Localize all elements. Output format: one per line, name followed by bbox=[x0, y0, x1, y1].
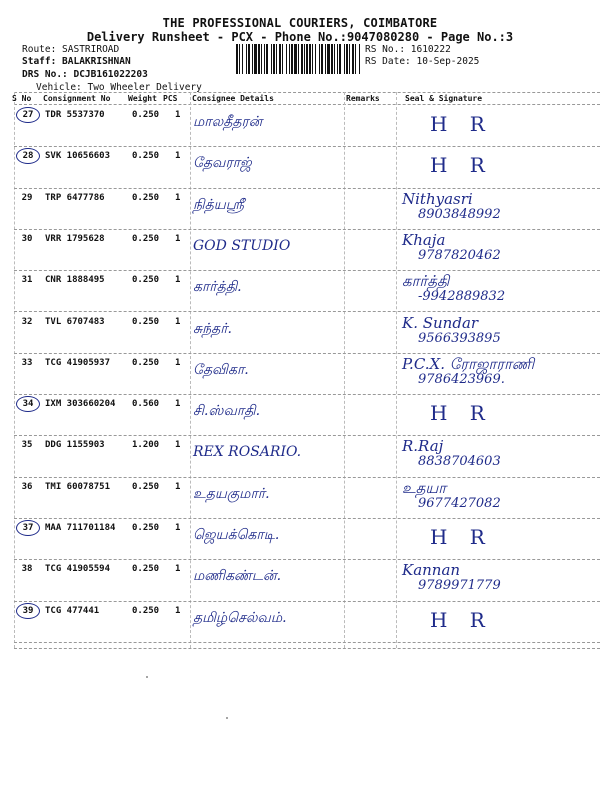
table-bottom-rule bbox=[14, 648, 600, 649]
serial-number: 37 bbox=[16, 520, 40, 536]
serial-number: 31 bbox=[21, 275, 33, 286]
consignee-name-handwritten: GOD STUDIO bbox=[193, 237, 291, 254]
consignee-name-handwritten: REX ROSARIO. bbox=[193, 444, 302, 461]
pieces-count: 1 bbox=[175, 481, 181, 492]
row-divider bbox=[14, 642, 600, 643]
consignment-number: TRP 6477786 bbox=[45, 192, 105, 203]
weight-value: 0.250 bbox=[132, 275, 160, 286]
handwritten-phone: 9566393895 bbox=[418, 330, 501, 346]
consignee-name-handwritten: தேவிகா. bbox=[193, 361, 249, 378]
handwritten-signature: Kannan bbox=[402, 561, 461, 580]
consignee-name-handwritten: மாலதீதரன் bbox=[193, 114, 263, 130]
consignee-name-handwritten: உதயகுமார். bbox=[193, 485, 270, 502]
table-row bbox=[0, 478, 600, 519]
weight-value: 0.250 bbox=[132, 357, 160, 368]
table-row bbox=[0, 395, 600, 436]
consignment-number: TMI 60078751 bbox=[45, 481, 111, 492]
rs-date: RS Date: 10-Sep-2025 bbox=[365, 56, 480, 67]
table-row bbox=[0, 230, 600, 271]
scan-speck bbox=[226, 717, 228, 719]
pieces-count: 1 bbox=[175, 523, 181, 533]
handwritten-signature: H R bbox=[430, 525, 493, 549]
vehicle-label: Vehicle: Two Wheeler Delivery bbox=[36, 82, 202, 93]
table-row bbox=[0, 147, 600, 188]
route-label: Route: SASTRIROAD bbox=[22, 44, 120, 55]
serial-number: 30 bbox=[21, 233, 33, 244]
handwritten-phone: 9787820462 bbox=[418, 247, 501, 263]
pieces-count: 1 bbox=[175, 233, 181, 244]
table-row bbox=[0, 106, 600, 147]
col-header-sno: S No bbox=[12, 94, 32, 103]
consignee-name-handwritten: மணிகண்டன். bbox=[193, 568, 282, 585]
handwritten-phone: 9786423969. bbox=[418, 371, 505, 387]
weight-value: 0.250 bbox=[132, 523, 160, 533]
consignee-name-handwritten: சி.ஸ்வாதி. bbox=[193, 403, 261, 420]
document-subtitle: Delivery Runsheet - PCX - Phone No.:9047080280 - Page No.:3 bbox=[86, 30, 514, 44]
pieces-count: 1 bbox=[175, 275, 181, 286]
scan-speck bbox=[146, 676, 148, 678]
col-header-remarks: Remarks bbox=[346, 94, 380, 103]
table-row bbox=[0, 560, 600, 601]
weight-value: 0.560 bbox=[132, 399, 160, 410]
table-row bbox=[0, 519, 600, 560]
weight-value: 0.250 bbox=[132, 481, 160, 492]
pieces-count: 1 bbox=[175, 357, 181, 368]
staff-label: Staff: BALAKRISHNAN bbox=[22, 56, 131, 67]
handwritten-signature: கார்த்தி bbox=[402, 272, 450, 291]
serial-number: 39 bbox=[16, 603, 40, 619]
consignment-number: TCG 477441 bbox=[45, 605, 100, 616]
consignment-number: DDG 1155903 bbox=[45, 440, 105, 451]
serial-number: 28 bbox=[16, 148, 40, 164]
handwritten-signature: H R bbox=[430, 112, 493, 136]
handwritten-phone: -9942889832 bbox=[418, 289, 506, 305]
header-bottom-rule bbox=[14, 104, 600, 105]
serial-number: 29 bbox=[21, 192, 33, 203]
barcode-image bbox=[236, 44, 362, 74]
col-header-seal: Seal & Signature bbox=[405, 94, 483, 103]
consignee-name-handwritten: ஜெயக்கொடி. bbox=[193, 527, 280, 543]
pieces-count: 1 bbox=[175, 316, 181, 327]
consignment-number: IXM 303660204 bbox=[45, 399, 116, 410]
col-header-weight: Weight bbox=[128, 94, 157, 103]
weight-value: 0.250 bbox=[132, 192, 160, 203]
handwritten-signature: உதயா bbox=[402, 478, 447, 497]
handwritten-signature: P.C.X. ரோஜாராணி bbox=[402, 354, 535, 373]
consignment-number: TCG 41905594 bbox=[45, 564, 111, 575]
serial-number: 32 bbox=[21, 316, 33, 327]
handwritten-signature: H R bbox=[430, 401, 493, 426]
col-header-pcs: PCS bbox=[163, 94, 178, 103]
consignment-number: CNR 1888495 bbox=[45, 275, 105, 286]
weight-value: 0.250 bbox=[132, 151, 160, 162]
serial-number: 38 bbox=[21, 564, 33, 575]
pieces-count: 1 bbox=[175, 564, 181, 575]
weight-value: 1.200 bbox=[132, 440, 160, 451]
consignee-name-handwritten: தேவராஜ் bbox=[193, 155, 252, 172]
table-row bbox=[0, 602, 600, 643]
handwritten-phone: 8903848992 bbox=[418, 206, 501, 222]
serial-number: 33 bbox=[21, 357, 33, 368]
consignment-number: MAA 711701184 bbox=[45, 523, 116, 533]
consignment-number: TDR 5537370 bbox=[45, 110, 105, 120]
serial-number: 35 bbox=[21, 440, 33, 451]
serial-number: 27 bbox=[16, 107, 40, 123]
table-row bbox=[0, 313, 600, 354]
pieces-count: 1 bbox=[175, 399, 181, 410]
table-row bbox=[0, 271, 600, 312]
serial-number: 36 bbox=[21, 481, 33, 492]
pieces-count: 1 bbox=[175, 440, 181, 451]
serial-number: 34 bbox=[16, 396, 40, 412]
weight-value: 0.250 bbox=[132, 110, 160, 120]
consignment-number: SVK 10656603 bbox=[45, 151, 111, 162]
handwritten-signature: Khaja bbox=[402, 230, 446, 249]
handwritten-signature: K. Sundar bbox=[402, 313, 479, 332]
rs-number: RS No.: 1610222 bbox=[365, 44, 451, 55]
consignee-name-handwritten: சுந்தர். bbox=[193, 320, 232, 337]
pieces-count: 1 bbox=[175, 192, 181, 203]
pieces-count: 1 bbox=[175, 605, 181, 616]
table-row bbox=[0, 436, 600, 477]
consignment-number: VRR 1795628 bbox=[45, 233, 105, 244]
handwritten-phone: 9677427082 bbox=[418, 495, 501, 511]
consignment-number: TCG 41905937 bbox=[45, 357, 111, 368]
col-header-consignee: Consignee Details bbox=[192, 94, 274, 103]
document-title: THE PROFESSIONAL COURIERS, COIMBATORE bbox=[162, 16, 438, 30]
consignee-name-handwritten: கார்த்தி. bbox=[193, 279, 242, 296]
weight-value: 0.250 bbox=[132, 564, 160, 575]
pieces-count: 1 bbox=[175, 110, 181, 120]
consignee-name-handwritten: தமிழ்செல்வம். bbox=[193, 609, 287, 626]
weight-value: 0.250 bbox=[132, 316, 160, 327]
handwritten-signature: Nithyasri bbox=[402, 189, 473, 208]
handwritten-phone: 8838704603 bbox=[418, 454, 501, 470]
table-row bbox=[0, 189, 600, 230]
col-header-consignment: Consignment No bbox=[43, 94, 111, 103]
drs-number: DRS No.: DCJB161022203 bbox=[22, 69, 148, 80]
weight-value: 0.250 bbox=[132, 605, 160, 616]
handwritten-signature: H R bbox=[430, 153, 493, 178]
consignment-number: TVL 6707483 bbox=[45, 316, 105, 327]
header-top-rule bbox=[14, 92, 600, 93]
weight-value: 0.250 bbox=[132, 233, 160, 244]
handwritten-signature: R.Raj bbox=[402, 437, 444, 456]
handwritten-signature: H R bbox=[430, 607, 493, 632]
handwritten-phone: 9789971779 bbox=[418, 578, 501, 594]
table-row bbox=[0, 354, 600, 395]
consignee-name-handwritten: நித்யஶ்ரீ bbox=[193, 196, 244, 213]
pieces-count: 1 bbox=[175, 151, 181, 162]
